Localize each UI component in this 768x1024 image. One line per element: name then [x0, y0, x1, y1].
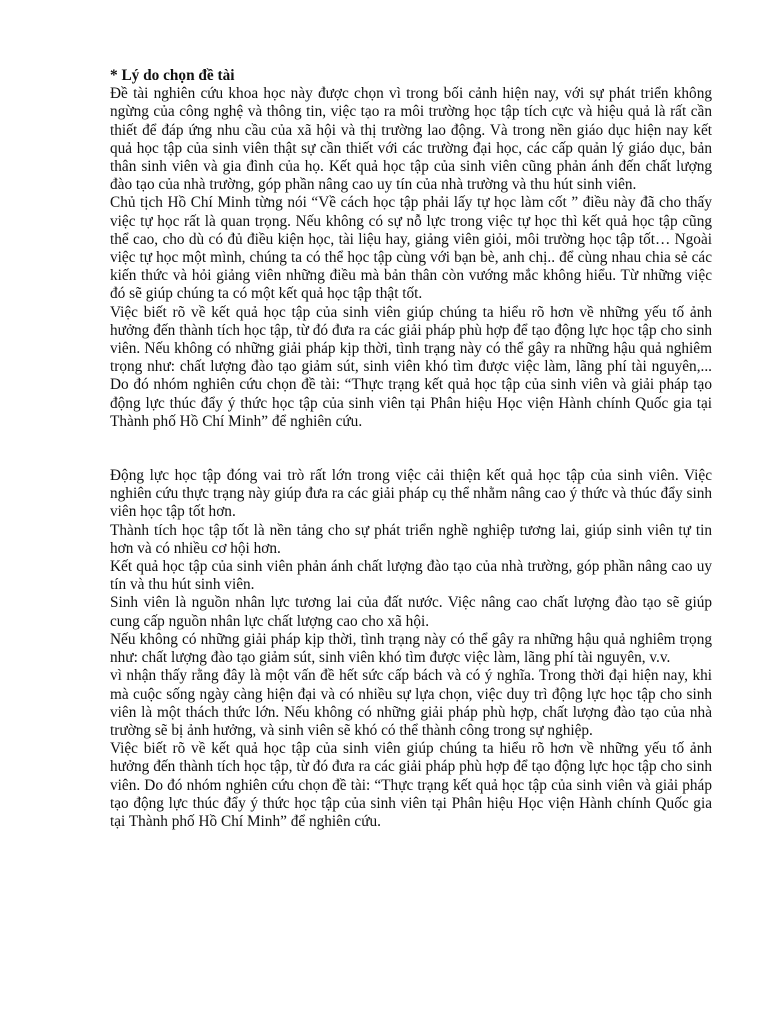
paragraph-conclusion: Việc biết rõ về kết quả học tập của sinh viên giúp chúng ta hiểu rõ hơn về những yếu tố ảnh hưởng đến thành tích học tập, từ đó đưa ra các giải pháp phù hợp để tạo động lực học tập cho sinh viên. Do đó nhóm nghiên cứu chọn đề tài: “Thực trạng kết quả học tập của sinh viên và giải pháp tạo động lực thúc đẩy ý thức học tập của sinh viên tại Phân hiệu Học viện Hành chính Quốc gia tại Thành phố Hồ Chí Minh” để nghiên cứu.: [110, 740, 712, 830]
paragraph-topic-choice: Việc biết rõ về kết quả học tập của sinh viên giúp chúng ta hiểu rõ hơn về những yếu tố ảnh hưởng đến thành tích học tập, từ đó đưa ra các giải pháp phù hợp để tạo động lực học tập cho sinh viên. Nếu không có những giải pháp kịp thời, tình trạng này có thể gây ra những hậu quả nghiêm trọng như: chất lượng đào tạo giảm sút, sinh viên khó tìm được việc làm, lãng phí tài nguyên,... Do đó nhóm nghiên cứu chọn đề tài: “Thực trạng kết quả học tập của sinh viên và giải pháp tạo động lực thúc đẩy ý thức học tập của sinh viên tại Phân hiệu Học viện Hành chính Quốc gia tại Thành phố Hồ Chí Minh” để nghiên cứu.: [110, 303, 712, 430]
section-spacer: [110, 431, 712, 467]
section-heading: * Lý do chọn đề tài: [110, 67, 235, 84]
paragraph-achievement: Thành tích học tập tốt là nền tảng cho sự phát triển nghề nghiệp tương lai, giúp sinh viên tự tin hơn và có nhiều cơ hội hơn.: [110, 521, 712, 557]
paragraph-training-quality: Kết quả học tập của sinh viên phản ánh chất lượng đào tạo của nhà trường, góp phần nâng cao uy tín và thu hút sinh viên.: [110, 558, 712, 594]
paragraph-context: Đề tài nghiên cứu khoa học này được chọn vì trong bối cảnh hiện nay, với sự phát triển không ngừng của công nghệ và thông tin, việc tạo ra môi trường học tập tích cực và hiệu quả là rất cần thiết để đáp ứng nhu cầu của xã hội và thị trường lao động. Và trong nền giáo dục hiện nay kết quả học tập của sinh viên thật sự cần thiết với các trường đại học, các cấp quản lý giáo dục, bản thân sinh viên và gia đình của họ. Kết quả học tập của sinh viên cũng phản ánh đến chất lượng đào tạo của nhà trường, góp phần nâng cao uy tín của nhà trường và thu hút sinh viên.: [110, 85, 712, 194]
paragraph-urgency: vì nhận thấy rằng đây là một vấn đề hết sức cấp bách và có ý nghĩa. Trong thời đại hiện nay, khi mà cuộc sống ngày càng hiện đại và có nhiều sự lựa chọn, việc duy trì động lực học tập cho sinh viên là một thách thức lớn. Nếu không có những giải pháp phù hợp, chất lượng đào tạo của nhà trường sẽ bị ảnh hưởng, và sinh viên sẽ khó có thể thành công trong sự nghiệp.: [110, 667, 712, 739]
paragraph-consequences: Nếu không có những giải pháp kịp thời, tình trạng này có thể gây ra những hậu quả nghiêm trọng như: chất lượng đào tạo giảm sút, sinh viên khó tìm được việc làm, lãng phí tài nguyên, v.v.: [110, 630, 712, 667]
paragraph-ho-chi-minh-quote: Chủ tịch Hồ Chí Minh từng nói “Về cách học tập phải lấy tự học làm cốt ” điều này đã cho thấy việc tự học rất là quan trọng. Nếu không có sự nỗ lực trong việc tự học thì kết quả học tập cũng thể cao, cho dù có đủ điều kiện học, tài liệu hay, giảng viên giỏi, môi trường học tập tốt… Ngoài việc tự học một mình, chúng ta có thể học tập cùng với bạn bè, anh chị.. để cùng nhau chia sẻ các kiến thức và hỏi giảng viên những điều mà bản thân còn vướng mắc không hiểu. Từ những việc đó sẽ giúp chúng ta có một kết quả học tập thật tốt.: [110, 194, 712, 303]
paragraph-motivation: Động lực học tập đóng vai trò rất lớn trong việc cải thiện kết quả học tập của sinh viên. Việc nghiên cứu thực trạng này giúp đưa ra các giải pháp cụ thể nhằm nâng cao ý thức và thúc đẩy sinh viên học tập tốt hơn.: [110, 467, 712, 521]
paragraph-human-resources: Sinh viên là nguồn nhân lực tương lai của đất nước. Việc nâng cao chất lượng đào tạo sẽ giúp cung cấp nguồn nhân lực chất lượng cao cho xã hội.: [110, 594, 712, 630]
